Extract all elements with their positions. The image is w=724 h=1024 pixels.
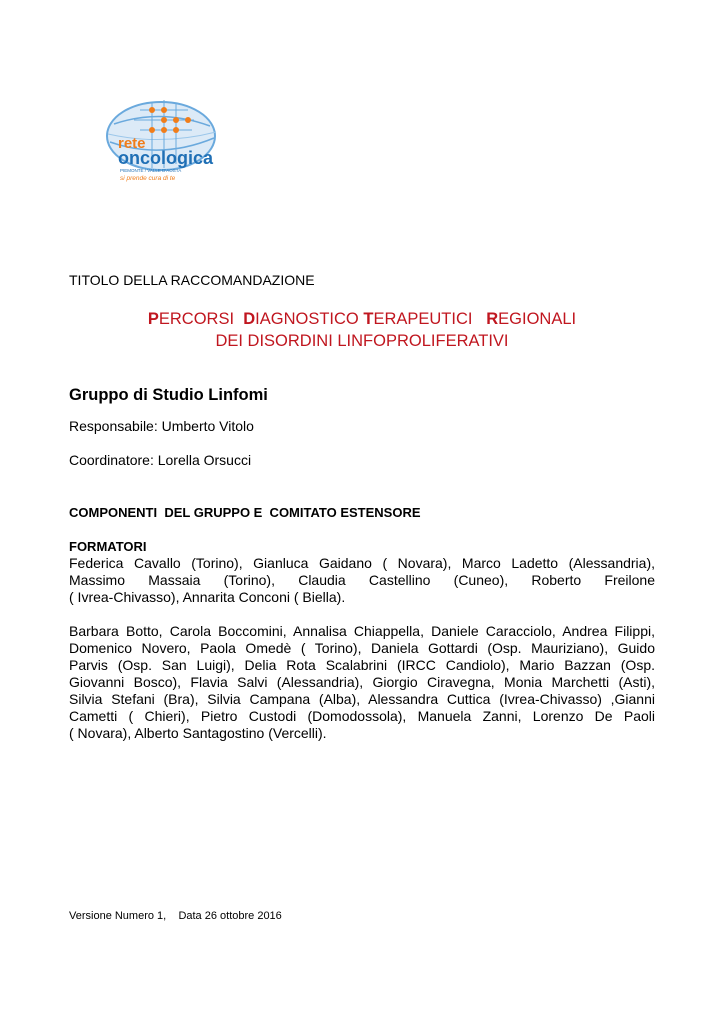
rete-oncologica-logo (104, 98, 234, 190)
trainers-line: ( Ivrea-Chivasso), Annarita Conconi ( Biella). (69, 589, 346, 605)
title-word-4: REGIONALI (486, 310, 577, 328)
logo-brand-line2: oncologica (118, 148, 214, 168)
title-line-1 (69, 308, 655, 330)
logo-graphic (104, 98, 234, 190)
title-word-3: TERAPEUTICI (363, 310, 473, 328)
trainers-line: Massimo Massaia (Torino), Claudia Castellino (Cuneo), Roberto Freilone (69, 572, 655, 588)
recommendation-label: TITOLO DELLA RACCOMANDAZIONE (69, 272, 315, 288)
members-line: Cametti ( Chieri), Pietro Custodi (Domodossola), Manuela Zanni, Lorenzo De Paoli (69, 708, 655, 724)
logo-tagline: si prende cura di te (120, 175, 176, 182)
members-line: Domenico Novero, Paola Omedè ( Torino), Daniela Gottardi (Osp. Mauriziano), Guido (69, 640, 655, 656)
trainers-paragraph (69, 555, 655, 606)
title-word-1: PERCORSI (147, 310, 235, 328)
logo-brand-line1: rete (118, 135, 146, 152)
components-heading: COMPONENTI DEL GRUPPO E COMITATO ESTENSORE (69, 505, 421, 520)
members-line: Silvia Stefani (Bra), Silvia Campana (Alba), Alessandra Cuttica (Ivrea-Chivasso) ,Gianni (69, 691, 655, 707)
version-footer: Versione Numero 1, Data 26 ottobre 2016 (69, 910, 282, 922)
members-line: Barbara Botto, Carola Boccomini, Annalisa Chiappella, Daniele Caracciolo, Andrea Filippi, (69, 623, 655, 639)
members-paragraph (69, 623, 655, 742)
document-title (69, 308, 655, 352)
members-line: ( Novara), Alberto Santagostino (Vercelli). (69, 725, 327, 741)
members-line: Giovanni Bosco), Flavia Salvi (Alessandria), Giorgio Ciravegna, Monia Marchetti (Asti), (69, 674, 655, 690)
trainers-line: Federica Cavallo (Torino), Gianluca Gaidano ( Novara), Marco Ladetto (Alessandria), (69, 555, 655, 571)
title-line-2: DEI DISORDINI LINFOPROLIFERATIVI (215, 332, 509, 350)
responsible-line: Responsabile: Umberto Vitolo (69, 418, 254, 434)
logo-region: PIEMONTE / VALLE D'AOSTA (120, 168, 182, 173)
members-line: Parvis (Osp. San Luigi), Delia Rota Scalabrini (IRCC Candiolo), Mario Bazzan (Osp. (69, 657, 655, 673)
coordinator-line: Coordinatore: Lorella Orsucci (69, 452, 252, 468)
trainers-heading: FORMATORI (69, 539, 147, 554)
title-word-2: DIAGNOSTICO (243, 310, 359, 328)
group-title: Gruppo di Studio Linfomi (69, 386, 268, 404)
